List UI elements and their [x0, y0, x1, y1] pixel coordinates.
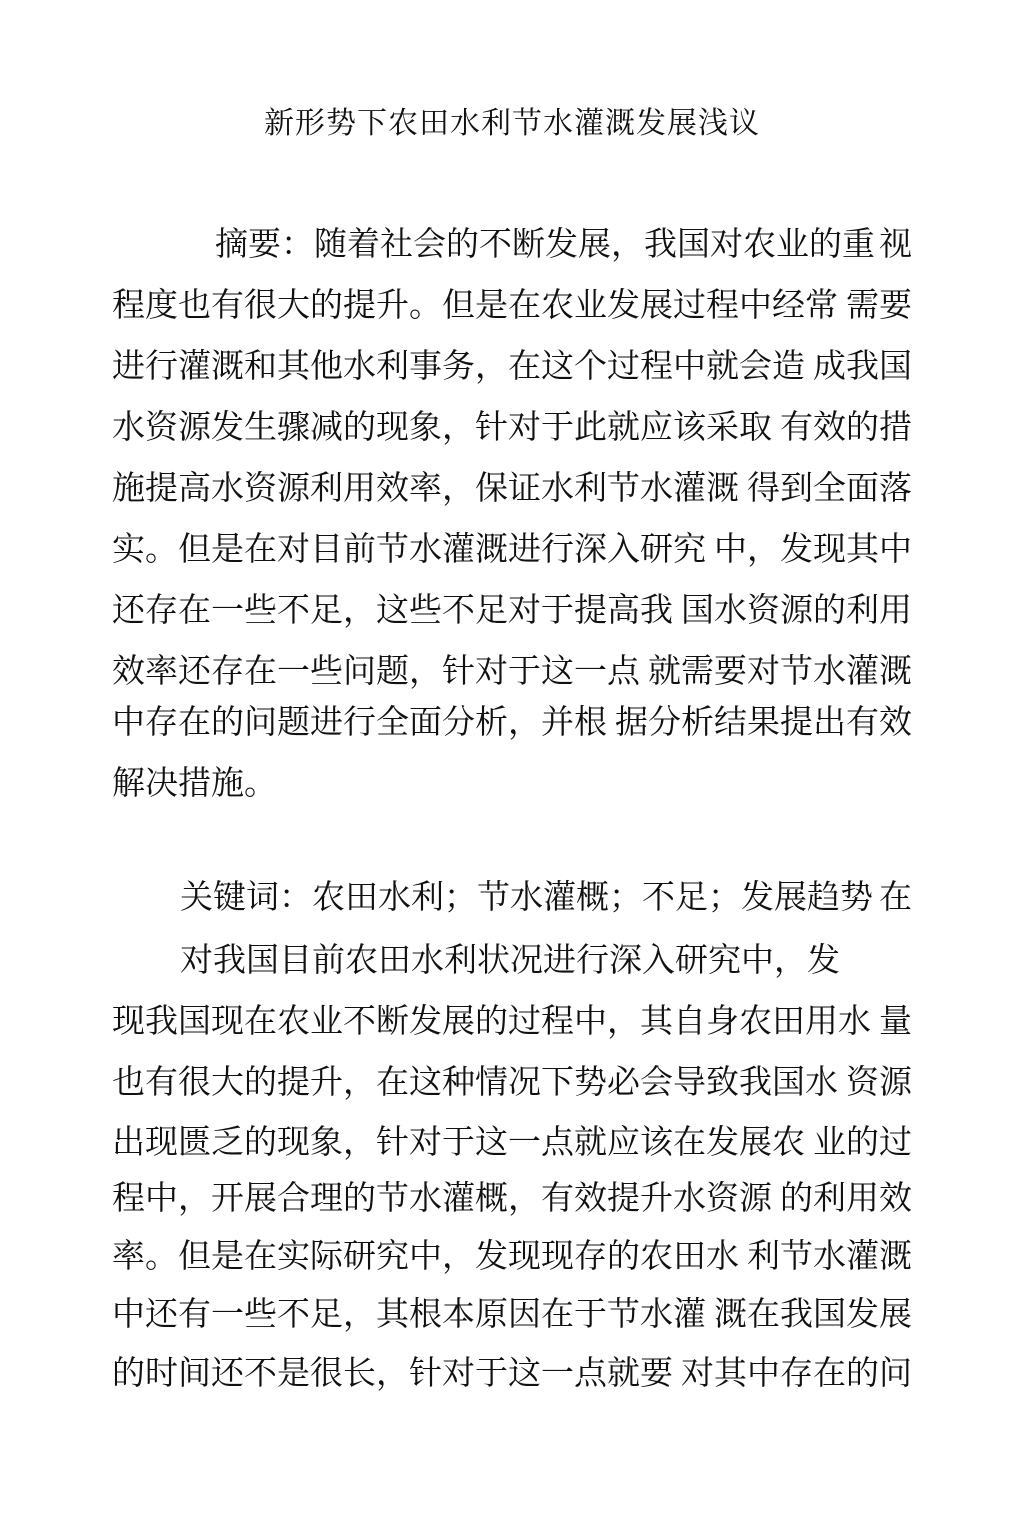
- text-segment: 关键词：农田水利；节水灌概；不足；发展趋势: [180, 877, 873, 916]
- text-segment: 的利用效: [780, 1178, 912, 1217]
- text-segment: 效率还存在一些问题，针对于这一点: [112, 651, 640, 690]
- text-segment: 程度也有很大的提升。但是在农业发展过程中经常: [112, 285, 838, 324]
- abstract-line: [112, 580, 912, 640]
- abstract-line: [215, 214, 912, 274]
- body-line: [112, 1226, 912, 1286]
- body-line: [180, 930, 880, 990]
- text-segment: 在: [879, 877, 912, 916]
- body-line: [112, 1052, 912, 1112]
- text-segment: 国水资源的利用: [681, 590, 912, 629]
- text-segment: 水资源发生骤减的现象，针对于此就应该采取: [112, 407, 772, 446]
- text-segment: 进行灌溉和其他水利事务，在这个过程中就会造: [112, 346, 805, 385]
- text-segment: 还存在一些不足，这些不足对于提高我: [112, 590, 673, 629]
- text-segment: 现我国现在农业不断发展的过程中，其自身农田用水: [112, 1001, 871, 1040]
- text-segment: 中存在的问题进行全面分析，并根: [112, 702, 607, 741]
- text-segment: 的时间还不是很长，针对于这一点就要: [112, 1353, 673, 1392]
- text-segment: 成我国: [813, 346, 912, 385]
- abstract-line: [112, 458, 912, 518]
- text-segment: 也有很大的提升，在这种情况下势必会导致我国水: [112, 1062, 838, 1101]
- keywords-line: [180, 867, 912, 927]
- text-segment: 溉在我国发展: [714, 1294, 912, 1333]
- abstract-line: [112, 397, 912, 457]
- text-segment: 得到全面落: [747, 468, 912, 507]
- body-line: [112, 1343, 912, 1403]
- abstract-line: [112, 692, 912, 752]
- body-line: [112, 1168, 912, 1228]
- text-segment: 需要: [846, 285, 912, 324]
- text-segment: 视: [879, 224, 912, 263]
- abstract-line: [112, 519, 912, 579]
- text-segment: 施提高水资源利用效率，保证水利节水灌溉: [112, 468, 739, 507]
- body-line: [112, 1284, 912, 1344]
- body-line: [112, 991, 912, 1051]
- abstract-line: [112, 753, 912, 813]
- text-segment: 解决措施。: [112, 763, 277, 802]
- text-segment: 利节水灌溉: [747, 1236, 912, 1275]
- text-segment: 对我国目前农田水利状况进行深入研究中，发: [180, 940, 840, 979]
- text-segment: 中，发现其中: [714, 529, 912, 568]
- text-segment: 资源: [846, 1062, 912, 1101]
- text-segment: 对其中存在的问: [681, 1353, 912, 1392]
- text-segment: 摘要：随着社会的不断发展，我国对农业的重: [215, 224, 875, 263]
- text-segment: 业的过: [813, 1122, 912, 1161]
- text-segment: 程中，开展合理的节水灌概，有效提升水资源: [112, 1178, 772, 1217]
- text-segment: 就需要对节水灌溉: [648, 651, 912, 690]
- abstract-line: [112, 336, 912, 396]
- text-segment: 率。但是在实际研究中，发现现存的农田水: [112, 1236, 739, 1275]
- body-line: [112, 1112, 912, 1172]
- text-segment: 实。但是在对目前节水灌溉进行深入研究: [112, 529, 706, 568]
- document-title: 新形势下农田水利节水灌溉发展浅议: [264, 106, 760, 141]
- text-segment: 据分析结果提出有效: [615, 702, 912, 741]
- text-segment: 有效的措: [780, 407, 912, 446]
- abstract-line: [112, 275, 912, 335]
- text-segment: 量: [879, 1001, 912, 1040]
- text-segment: 出现匮乏的现象，针对于这一点就应该在发展农: [112, 1122, 805, 1161]
- text-segment: 中还有一些不足，其根本原因在于节水灌: [112, 1294, 706, 1333]
